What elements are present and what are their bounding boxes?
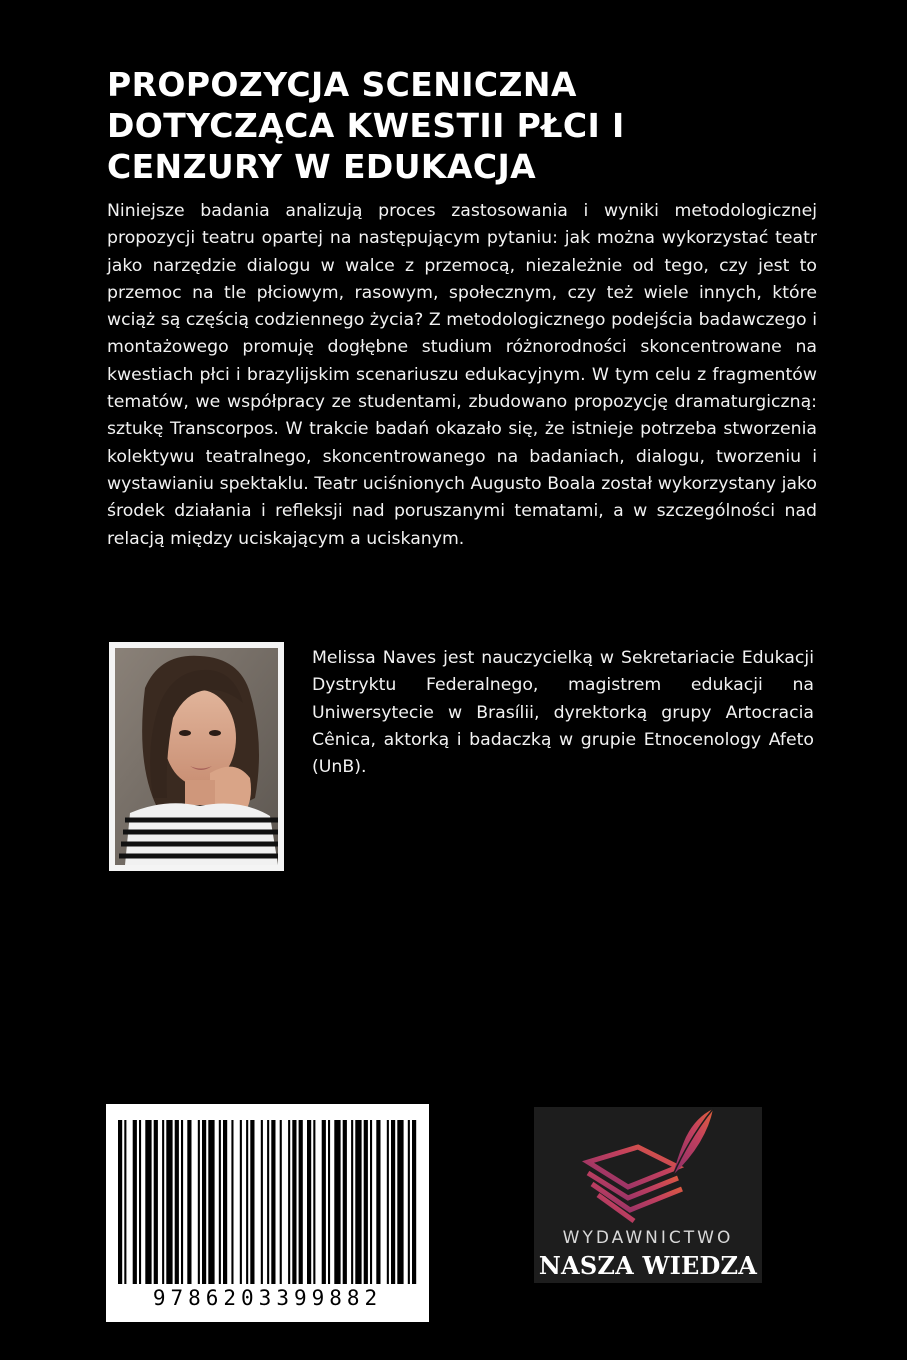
barcode-bar (166, 1120, 172, 1284)
barcode-bar (250, 1120, 254, 1284)
barcode-icon (106, 1104, 429, 1289)
barcode-bar (133, 1120, 137, 1284)
book-synopsis: Niniejsze badania analizują proces zastosowania i wyniki metodologicznej propozycji teatru opartej na następującym pytaniu: jak można wykorzystać teatr jako narzędzie dialogu w walce z przemocą, niezależnie od tego, czy jest to przemoc na tle płciowym, rasowym, społecznym, czy też wiele innych, które wciąż są częścią codziennego życia? Z metodologicznego podejścia badawczego i montażowego promuję dogłębne studium różnorodności skoncentrowane na kwestiach płci i brazylijskim scenariuszu edukacyjnym. W tym celu z fragmentów tematów, we współpracy ze studentami, zbudowano propozycję dramaturgiczną: sztukę Transcorpos. W trakcie badań okazało się, że istnieje potrzeba stworzenia kolektywu teatralnego, skoncentrowanego na badaniach, dialogu, tworzeniu i wystawianiu spektaklu. Teatr uciśnionych Augusto Boala został wykorzystany jako środek działania i refleksji nad poruszanymi tematami, a w szczególności nad relacją między uciskającym a uciskanym. (107, 201, 817, 549)
barcode-bar (387, 1120, 389, 1284)
barcode-bar (355, 1120, 361, 1284)
barcode-bar (351, 1120, 353, 1284)
barcode-bar (292, 1120, 296, 1284)
barcode-bar (299, 1120, 303, 1284)
barcode-bar (280, 1120, 282, 1284)
barcode-bar (343, 1120, 347, 1284)
barcode-bar (397, 1120, 403, 1284)
barcode-bar (364, 1120, 368, 1284)
book-quill-icon (578, 1107, 718, 1225)
barcode-bar (261, 1120, 263, 1284)
barcode-bar (202, 1120, 206, 1284)
barcode-bar (246, 1120, 248, 1284)
author-portrait-icon (115, 648, 278, 865)
isbn-number: 9786203399882 (152, 1286, 383, 1310)
barcode-bar (118, 1120, 122, 1284)
barcode-bar (162, 1120, 164, 1284)
author-bio: Melissa Naves jest nauczycielką w Sekretariacie Edukacji Dystryktu Federalnego, magistrem edukacji na Uniwersytecie w Brasílii, dyrektorką grupy Artocracia Cênica, aktorką i badaczką w grupie Etnocenology Afeto (UnB). (312, 648, 814, 778)
barcode-bar (408, 1120, 410, 1284)
barcode-bar (187, 1120, 191, 1284)
barcode-bar (271, 1120, 275, 1284)
barcode-bar (328, 1120, 330, 1284)
isbn-barcode (106, 1104, 429, 1322)
barcode-bar (267, 1120, 269, 1284)
barcode-bar (124, 1120, 126, 1284)
author-photo (115, 648, 278, 865)
barcode-bar (376, 1120, 380, 1284)
barcode-bar (240, 1120, 242, 1284)
barcode-bar (288, 1120, 290, 1284)
publisher-name-line2: NASZA WIEDZA (538, 1251, 758, 1280)
barcode-bar (198, 1120, 200, 1284)
barcode-bar (181, 1120, 183, 1284)
barcode-bar (307, 1120, 311, 1284)
book-title: PROPOZYCJA SCENICZNA DOTYCZĄCA KWESTII PŁCI I CENZURY W EDUKACJA (107, 65, 625, 186)
publisher-logo (534, 1107, 762, 1283)
barcode-bar (391, 1120, 395, 1284)
barcode-bar (145, 1120, 151, 1284)
barcode-bar (322, 1120, 326, 1284)
barcode-bar (334, 1120, 340, 1284)
barcode-bar (208, 1120, 214, 1284)
author-photo-frame (109, 642, 284, 871)
barcode-bar (139, 1120, 141, 1284)
barcode-bar (412, 1120, 416, 1284)
publisher-name-line1: WYDAWNICTWO (562, 1228, 734, 1248)
barcode-bar (313, 1120, 315, 1284)
barcode-bar (231, 1120, 233, 1284)
barcode-bar (370, 1120, 372, 1284)
barcode-bar (219, 1120, 221, 1284)
barcode-bar (154, 1120, 158, 1284)
barcode-bar (175, 1120, 179, 1284)
barcode-bar (223, 1120, 227, 1284)
